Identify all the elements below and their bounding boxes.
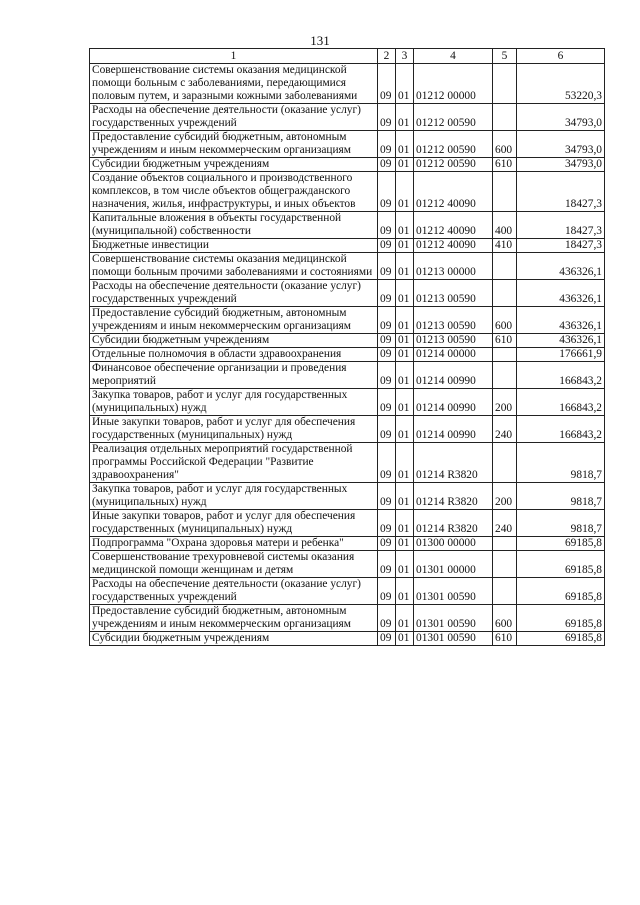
row-name: Совершенствование системы оказания медицинской помощи больным прочими заболеваниями и состояниями — [90, 253, 378, 280]
row-name: Отдельные полномочия в области здравоохранения — [90, 348, 378, 362]
table-row — [90, 253, 605, 280]
table-row — [90, 362, 605, 389]
row-code-5 — [493, 172, 517, 212]
row-code-3: 01 — [396, 348, 414, 362]
row-code-4: 01212 00590 — [414, 104, 493, 131]
row-code-2: 09 — [378, 280, 396, 307]
row-code-2: 09 — [378, 483, 396, 510]
row-code-4: 01214 R3820 — [414, 483, 493, 510]
row-amount: 436326,1 — [517, 280, 605, 307]
row-code-4: 01214 R3820 — [414, 443, 493, 483]
row-code-2: 09 — [378, 212, 396, 239]
page-number: 131 — [310, 33, 330, 48]
row-amount: 53220,3 — [517, 64, 605, 104]
row-code-3: 01 — [396, 280, 414, 307]
row-name: Создание объектов социального и производственного комплексов, в том числе объектов общегражданского назначения, жилья, инфраструктуры, и иных объектов — [90, 172, 378, 212]
row-code-5 — [493, 443, 517, 483]
row-code-5 — [493, 280, 517, 307]
row-code-3: 01 — [396, 362, 414, 389]
row-code-5: 610 — [493, 632, 517, 646]
row-code-5: 600 — [493, 605, 517, 632]
row-amount: 18427,3 — [517, 172, 605, 212]
row-code-3: 01 — [396, 510, 414, 537]
table-row — [90, 334, 605, 348]
row-code-2: 09 — [378, 605, 396, 632]
row-name: Расходы на обеспечение деятельности (оказание услуг) государственных учреждений — [90, 578, 378, 605]
table-row — [90, 416, 605, 443]
row-code-2: 09 — [378, 64, 396, 104]
row-code-4: 01213 00590 — [414, 280, 493, 307]
row-code-3: 01 — [396, 551, 414, 578]
row-name: Предоставление субсидий бюджетным, автономным учреждениям и иным некоммерческим организациям — [90, 605, 378, 632]
row-code-3: 01 — [396, 64, 414, 104]
row-code-2: 09 — [378, 510, 396, 537]
row-amount: 9818,7 — [517, 510, 605, 537]
row-code-2: 09 — [378, 578, 396, 605]
column-header-5: 5 — [493, 49, 517, 64]
table-row — [90, 537, 605, 551]
row-code-3: 01 — [396, 131, 414, 158]
row-code-4: 01212 40090 — [414, 239, 493, 253]
row-amount: 176661,9 — [517, 348, 605, 362]
row-name: Подпрограмма "Охрана здоровья матери и ребенка" — [90, 537, 378, 551]
table-row — [90, 632, 605, 646]
row-code-5 — [493, 104, 517, 131]
table-row — [90, 239, 605, 253]
row-amount: 9818,7 — [517, 443, 605, 483]
row-name: Совершенствование трехуровневой системы оказания медицинской помощи женщинам и детям — [90, 551, 378, 578]
row-code-5: 240 — [493, 416, 517, 443]
row-name: Предоставление субсидий бюджетным, автономным учреждениям и иным некоммерческим организациям — [90, 131, 378, 158]
table-row — [90, 443, 605, 483]
row-amount: 69185,8 — [517, 632, 605, 646]
table-row — [90, 510, 605, 537]
row-amount: 436326,1 — [517, 334, 605, 348]
row-code-4: 01212 00590 — [414, 131, 493, 158]
row-code-3: 01 — [396, 334, 414, 348]
row-amount: 34793,0 — [517, 158, 605, 172]
row-code-4: 01214 00990 — [414, 416, 493, 443]
row-code-5: 610 — [493, 158, 517, 172]
row-code-3: 01 — [396, 239, 414, 253]
table-row — [90, 131, 605, 158]
row-name: Субсидии бюджетным учреждениям — [90, 334, 378, 348]
row-code-5 — [493, 64, 517, 104]
row-name: Финансовое обеспечение организации и проведения мероприятий — [90, 362, 378, 389]
row-code-3: 01 — [396, 578, 414, 605]
row-code-2: 09 — [378, 632, 396, 646]
row-amount: 9818,7 — [517, 483, 605, 510]
row-code-3: 01 — [396, 537, 414, 551]
row-code-2: 09 — [378, 172, 396, 212]
row-code-5: 200 — [493, 483, 517, 510]
row-code-2: 09 — [378, 104, 396, 131]
row-code-2: 09 — [378, 551, 396, 578]
row-code-2: 09 — [378, 416, 396, 443]
table-row — [90, 64, 605, 104]
table-row — [90, 158, 605, 172]
row-name: Иные закупки товаров, работ и услуг для обеспечения государственных (муниципальных) нужд — [90, 510, 378, 537]
table-row — [90, 307, 605, 334]
row-code-5 — [493, 537, 517, 551]
row-code-4: 01213 00590 — [414, 334, 493, 348]
table-row — [90, 389, 605, 416]
row-code-4: 01214 00990 — [414, 362, 493, 389]
header-row — [90, 49, 605, 64]
column-header-2: 2 — [378, 49, 396, 64]
row-code-5 — [493, 551, 517, 578]
row-name: Иные закупки товаров, работ и услуг для обеспечения государственных (муниципальных) нужд — [90, 416, 378, 443]
row-name: Совершенствование системы оказания медицинской помощи больным с заболеваниями, передающимися половым путем, и заразными кожными заболеваниями — [90, 64, 378, 104]
row-code-4: 01213 00000 — [414, 253, 493, 280]
row-code-4: 01301 00590 — [414, 632, 493, 646]
row-code-4: 01214 00000 — [414, 348, 493, 362]
row-code-5: 240 — [493, 510, 517, 537]
row-name: Закупка товаров, работ и услуг для государственных (муниципальных) нужд — [90, 389, 378, 416]
row-code-5: 400 — [493, 212, 517, 239]
row-code-3: 01 — [396, 253, 414, 280]
row-name: Капитальные вложения в объекты государственной (муниципальной) собственности — [90, 212, 378, 239]
row-code-5 — [493, 348, 517, 362]
table-row — [90, 212, 605, 239]
table-row — [90, 104, 605, 131]
row-amount: 436326,1 — [517, 253, 605, 280]
row-name: Реализация отдельных мероприятий государственной программы Российской Федерации "Развитие здравоохранения" — [90, 443, 378, 483]
row-code-3: 01 — [396, 389, 414, 416]
budget-table — [89, 48, 605, 646]
row-code-5 — [493, 578, 517, 605]
row-code-3: 01 — [396, 483, 414, 510]
row-amount: 69185,8 — [517, 578, 605, 605]
table-row — [90, 348, 605, 362]
row-code-4: 01214 R3820 — [414, 510, 493, 537]
row-code-2: 09 — [378, 362, 396, 389]
row-code-3: 01 — [396, 605, 414, 632]
table-row — [90, 483, 605, 510]
row-code-4: 01212 40090 — [414, 172, 493, 212]
row-amount: 166843,2 — [517, 416, 605, 443]
row-code-2: 09 — [378, 239, 396, 253]
row-code-3: 01 — [396, 104, 414, 131]
row-code-2: 09 — [378, 537, 396, 551]
row-amount: 436326,1 — [517, 307, 605, 334]
row-code-4: 01213 00590 — [414, 307, 493, 334]
row-code-2: 09 — [378, 131, 396, 158]
column-header-3: 3 — [396, 49, 414, 64]
row-code-3: 01 — [396, 416, 414, 443]
table-row — [90, 578, 605, 605]
row-amount: 166843,2 — [517, 389, 605, 416]
row-code-2: 09 — [378, 253, 396, 280]
row-code-4: 01301 00590 — [414, 578, 493, 605]
column-header-4: 4 — [414, 49, 493, 64]
table-row — [90, 605, 605, 632]
row-code-5: 200 — [493, 389, 517, 416]
row-code-3: 01 — [396, 307, 414, 334]
row-code-2: 09 — [378, 389, 396, 416]
column-header-1: 1 — [90, 49, 378, 64]
row-amount: 18427,3 — [517, 239, 605, 253]
row-code-3: 01 — [396, 172, 414, 212]
row-code-2: 09 — [378, 158, 396, 172]
row-code-2: 09 — [378, 348, 396, 362]
row-amount: 34793,0 — [517, 104, 605, 131]
table-row — [90, 172, 605, 212]
row-name: Субсидии бюджетным учреждениям — [90, 158, 378, 172]
row-code-5 — [493, 362, 517, 389]
row-code-5: 600 — [493, 131, 517, 158]
row-code-2: 09 — [378, 307, 396, 334]
row-amount: 18427,3 — [517, 212, 605, 239]
row-amount: 69185,8 — [517, 537, 605, 551]
row-name: Бюджетные инвестиции — [90, 239, 378, 253]
row-code-3: 01 — [396, 443, 414, 483]
row-code-4: 01212 00000 — [414, 64, 493, 104]
row-code-4: 01212 40090 — [414, 212, 493, 239]
row-code-4: 01214 00990 — [414, 389, 493, 416]
row-name: Расходы на обеспечение деятельности (оказание услуг) государственных учреждений — [90, 104, 378, 131]
column-header-6: 6 — [517, 49, 605, 64]
row-code-5: 600 — [493, 307, 517, 334]
row-code-4: 01301 00590 — [414, 605, 493, 632]
table-row — [90, 551, 605, 578]
row-code-3: 01 — [396, 158, 414, 172]
row-code-4: 01212 00590 — [414, 158, 493, 172]
row-name: Субсидии бюджетным учреждениям — [90, 632, 378, 646]
row-amount: 69185,8 — [517, 605, 605, 632]
row-code-3: 01 — [396, 212, 414, 239]
row-code-4: 01300 00000 — [414, 537, 493, 551]
row-amount: 69185,8 — [517, 551, 605, 578]
row-name: Предоставление субсидий бюджетным, автономным учреждениям и иным некоммерческим организациям — [90, 307, 378, 334]
row-code-5: 410 — [493, 239, 517, 253]
row-name: Расходы на обеспечение деятельности (оказание услуг) государственных учреждений — [90, 280, 378, 307]
row-code-5 — [493, 253, 517, 280]
row-code-4: 01301 00000 — [414, 551, 493, 578]
row-name: Закупка товаров, работ и услуг для государственных (муниципальных) нужд — [90, 483, 378, 510]
row-amount: 166843,2 — [517, 362, 605, 389]
row-code-3: 01 — [396, 632, 414, 646]
row-code-5: 610 — [493, 334, 517, 348]
row-code-2: 09 — [378, 334, 396, 348]
row-code-2: 09 — [378, 443, 396, 483]
table-row — [90, 280, 605, 307]
row-amount: 34793,0 — [517, 131, 605, 158]
